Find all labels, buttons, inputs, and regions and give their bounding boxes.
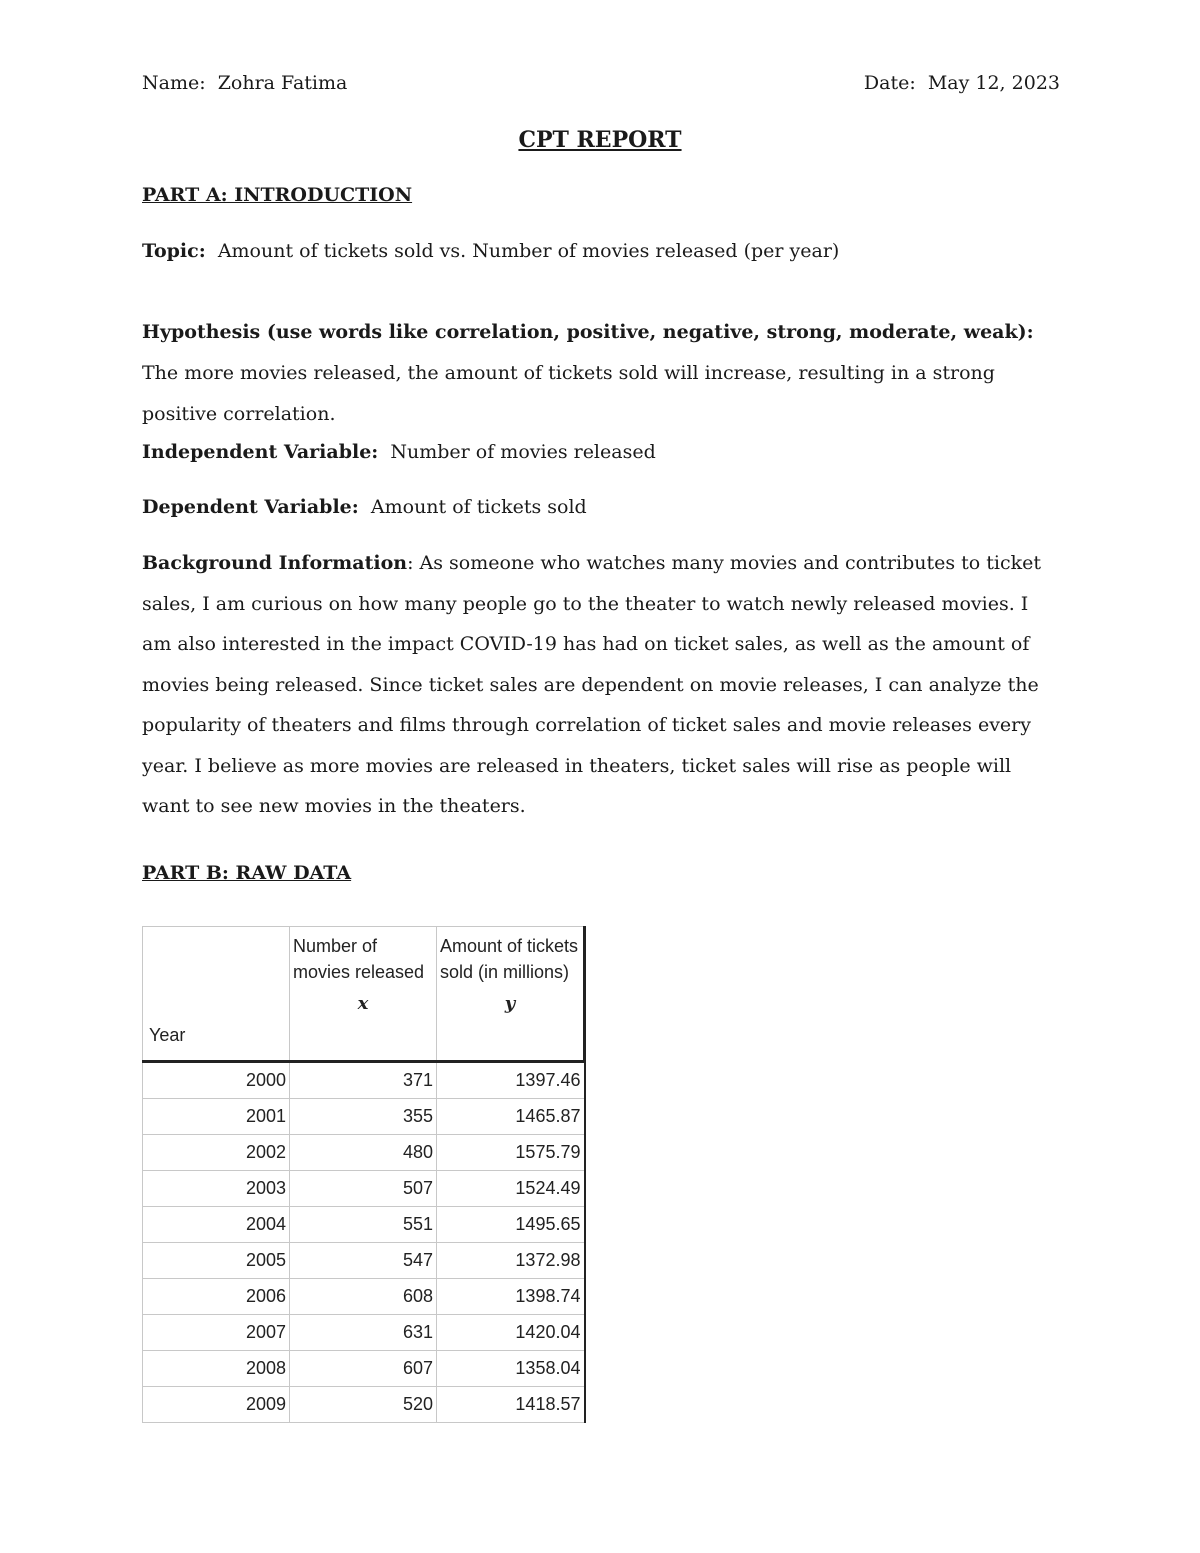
cell-y: 1397.46	[437, 1062, 585, 1099]
dependent-value: Amount of tickets sold	[370, 496, 587, 518]
cell-y: 1358.04	[437, 1351, 585, 1387]
table-row	[143, 1387, 585, 1423]
cell-x: 631	[290, 1315, 437, 1351]
name-label: Name:	[142, 72, 206, 94]
header-y-var: y	[504, 993, 516, 1014]
table-row	[143, 1135, 585, 1171]
topic-line	[142, 240, 839, 262]
cell-x: 371	[290, 1062, 437, 1099]
table-row	[143, 1315, 585, 1351]
cell-year: 2000	[143, 1062, 290, 1099]
cell-x: 480	[290, 1135, 437, 1171]
part-b-heading: PART B: RAW DATA	[142, 862, 352, 884]
cell-y: 1418.57	[437, 1387, 585, 1423]
table-row	[143, 1279, 585, 1315]
header-x	[290, 927, 437, 1062]
cell-y: 1420.04	[437, 1315, 585, 1351]
independent-value: Number of movies released	[390, 441, 656, 463]
table-row	[143, 1207, 585, 1243]
cell-x: 507	[290, 1171, 437, 1207]
page-title: CPT REPORT	[518, 127, 682, 153]
topic-label: Topic:	[142, 240, 206, 262]
table-row	[143, 1351, 585, 1387]
background-label: Background Information	[142, 552, 408, 574]
date-value: May 12, 2023	[927, 72, 1060, 94]
table-row	[143, 1099, 585, 1135]
table-header-row	[143, 927, 585, 1062]
cell-y: 1398.74	[437, 1279, 585, 1315]
part-a-heading: PART A: INTRODUCTION	[142, 184, 413, 206]
topic-value: Amount of tickets sold vs. Number of movies released (per year)	[217, 240, 840, 262]
cell-y: 1465.87	[437, 1099, 585, 1135]
header-x-label: Number of movies released	[293, 936, 425, 982]
cell-year: 2007	[143, 1315, 290, 1351]
cell-y: 1372.98	[437, 1243, 585, 1279]
cell-year: 2008	[143, 1351, 290, 1387]
independent-variable-line	[142, 441, 656, 463]
independent-label: Independent Variable:	[142, 441, 379, 463]
cell-y: 1575.79	[437, 1135, 585, 1171]
header-y-label: Amount of tickets sold (in millions)	[440, 936, 579, 982]
table-body	[143, 1062, 585, 1423]
raw-data-table	[142, 926, 586, 1423]
table-row	[143, 1243, 585, 1279]
table-row	[143, 1062, 585, 1099]
cell-x: 607	[290, 1351, 437, 1387]
cell-year: 2009	[143, 1387, 290, 1423]
date-label: Date:	[863, 72, 916, 94]
name-field	[142, 72, 347, 94]
background-text: : As someone who watches many movies and contributes to ticket sales, I am curious on how many people go to the theater to watch newly released movies. I am also interested in the impact COVID-19 has had on ticket sales, as well as the amount of movies being released. Since ticket sales are dependent on movie releases, I can analyze the popularity of theaters and films through correlation of ticket sales and movie releases every year. I believe as more movies are released in theaters, ticket sales will rise as people will want to see new movies in the theaters.	[142, 552, 1042, 817]
header-row	[142, 72, 1060, 94]
hypothesis-label	[142, 321, 1034, 343]
cell-x: 551	[290, 1207, 437, 1243]
date-field	[864, 72, 1060, 94]
dependent-label: Dependent Variable:	[142, 496, 359, 518]
header-year	[143, 927, 290, 1062]
cell-x: 520	[290, 1387, 437, 1423]
cell-year: 2004	[143, 1207, 290, 1243]
cell-y: 1495.65	[437, 1207, 585, 1243]
dependent-variable-line	[142, 496, 587, 518]
cell-year: 2001	[143, 1099, 290, 1135]
background-paragraph	[142, 543, 1062, 827]
hypothesis-label-text: Hypothesis (use words like correlation, positive, negative, strong, moderate, weak):	[142, 321, 1034, 343]
header-y	[437, 927, 585, 1062]
cell-year: 2002	[143, 1135, 290, 1171]
cell-year: 2005	[143, 1243, 290, 1279]
cell-year: 2006	[143, 1279, 290, 1315]
name-value: Zohra Fatima	[217, 72, 348, 94]
cell-x: 608	[290, 1279, 437, 1315]
header-year-label: Year	[149, 1025, 186, 1045]
hypothesis-text: The more movies released, the amount of tickets sold will increase, resulting in a strong positive correlation.	[142, 362, 995, 425]
cell-x: 547	[290, 1243, 437, 1279]
cell-year: 2003	[143, 1171, 290, 1207]
header-x-var: x	[357, 993, 369, 1014]
cell-y: 1524.49	[437, 1171, 585, 1207]
cell-x: 355	[290, 1099, 437, 1135]
table-row	[143, 1171, 585, 1207]
